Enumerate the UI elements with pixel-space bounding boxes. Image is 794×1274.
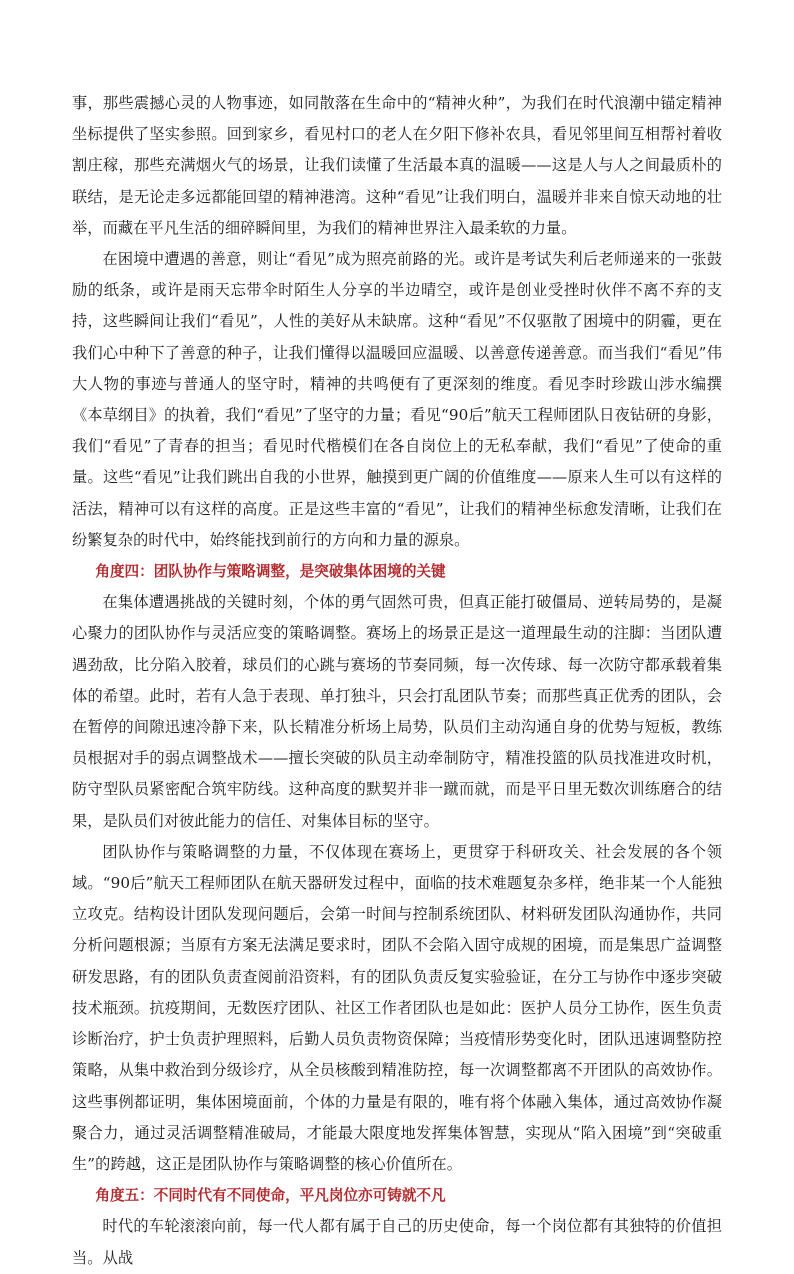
body-paragraph: 团队协作与策略调整的力量，不仅体现在赛场上，更贯穿于科研攻关、社会发展的各个领域。“90后”航天工程师团队在航天器研发过程中，面临的技术难题复杂多样，绝非某一个人能独立攻克。结构设计团队发现问题后，会第一时间与控制系统团队、材料研发团队沟通协作，共同分析问题根源；当原有方案无法满足要求时，团队不会陷入固守成规的困境，而是集思广益调整研发思路，有的团队负责查阅前沿资料，有的团队负责反复实验验证，在分工与协作中逐步突破技术瓶颈。抗疫期间，无数医疗团队、社区工作者团队也是如此：医护人员分工协作，医生负责诊断治疗，护士负责护理照料，后勤人员负责物资保障；当疫情形势变化时，团队迅速调整防控策略，从集中救治到分级诊疗，从全员核酸到精准防控，每一次调整都离不开团队的高效协作。这些事例都证明，集体困境面前，个体的力量是有限的，唯有将个体融入集体，通过高效协作凝聚合力，通过灵活调整精准破局，才能最大限度地发挥集体智慧，实现从“陷入困境”到“突破重生”的跨越，这正是团队协作与策略调整的核心价值所在。	[72, 842, 722, 1173]
body-paragraph: 事，那些震撼心灵的人物事迹，如同散落在生命中的“精神火种”，为我们在时代浪潮中锚定精神坐标提供了坚实参照。回到家乡，看见村口的老人在夕阳下修补农具，看见邻里间互相帮衬着收割庄稼，那些充满烟火气的场景，让我们读懂了生活最本真的温暖——这是人与人之间最质朴的联结，是无论走多远都能回望的精神港湾。这种“看见”让我们明白，温暖并非来自惊天动地的壮举，而藏在平凡生活的细碎瞬间里，为我们的精神世界注入最柔软的力量。	[72, 94, 722, 237]
document-page	[72, 88, 722, 1274]
body-paragraph: 在困境中遭遇的善意，则让“看见”成为照亮前路的光。或许是考试失利后老师递来的一张鼓励的纸条，或许是雨天忘带伞时陌生人分享的半边晴空，或许是创业受挫时伙伴不离不弃的支持，这些瞬间让我们“看见”，人性的美好从未缺席。这种“看见”不仅驱散了困境中的阴霾，更在我们心中种下了善意的种子，让我们懂得以温暖回应温暖、以善意传递善意。而当我们“看见”伟大人物的事迹与普通人的坚守时，精神的共鸣便有了更深刻的维度。看见李时珍跋山涉水编撰《本草纲目》的执着，我们“看见”了坚守的力量；看见“90后”航天工程师团队日夜钻研的身影，我们“看见”了青春的担当；看见时代楷模们在各自岗位上的无私奉献，我们“看见”了使命的重量。这些“看见”让我们跳出自我的小世界，触摸到更广阔的价值维度——原来人生可以有这样的活法，精神可以有这样的高度。正是这些丰富的“看见”，让我们的精神坐标愈发清晰，让我们在纷繁复杂的时代中，始终能找到前行的方向和力量的源泉。	[72, 250, 722, 549]
section-heading: 角度五：不同时代有不同使命，平凡岗位亦可铸就不凡	[95, 1187, 446, 1205]
section-heading: 角度四：团队协作与策略调整，是突破集体困境的关键	[95, 563, 446, 581]
body-paragraph: 时代的车轮滚滚向前，每一代人都有属于自己的历史使命，每一个岗位都有其独特的价值担当。从战	[72, 1217, 722, 1267]
body-paragraph: 在集体遭遇挑战的关键时刻，个体的勇气固然可贵，但真正能打破僵局、逆转局势的，是凝心聚力的团队协作与灵活应变的策略调整。赛场上的场景正是这一道理最生动的注脚：当团队遭遇劲敌，比分陷入胶着，球员们的心跳与赛场的节奏同频，每一次传球、每一次防守都承载着集体的希望。此时，若有人急于表现、单打独斗，只会打乱团队节奏；而那些真正优秀的团队，会在暂停的间隙迅速冷静下来，队长精准分析场上局势，队员们主动沟通自身的优势与短板，教练员根据对手的弱点调整战术——擅长突破的队员主动牵制防守，精准投篮的队员找准进攻时机，防守型队员紧密配合筑牢防线。这种高度的默契并非一蹴而就，而是平日里无数次训练磨合的结果，是队员们对彼此能力的信任、对集体目标的坚守。	[72, 593, 722, 830]
